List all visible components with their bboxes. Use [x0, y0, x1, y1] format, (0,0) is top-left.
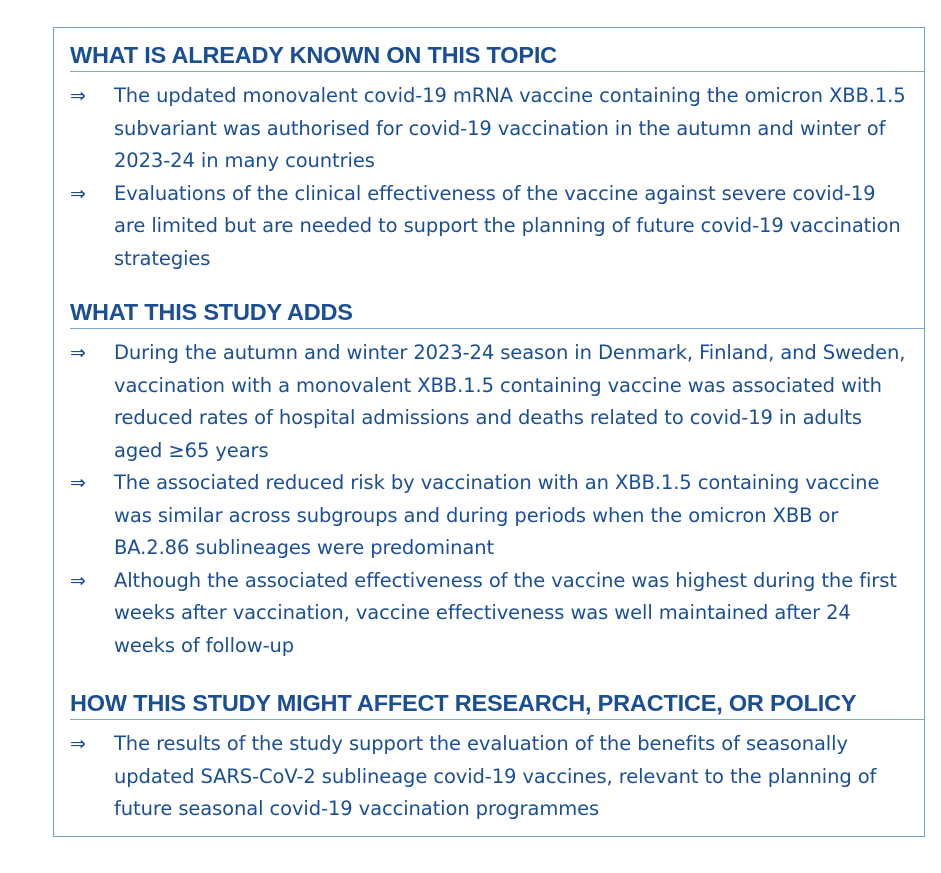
double-arrow-icon: ⇒ [70, 182, 86, 205]
section-heading: WHAT IS ALREADY KNOWN ON THIS TOPIC [70, 42, 557, 68]
heading-rule [70, 71, 924, 72]
bullet-list [70, 80, 924, 275]
list-item-text: Although the associated effectiveness of the vaccine was highest during the first weeks after vaccination, vaccine effectiveness was well maintained after 24 weeks of follow-up [114, 568, 897, 657]
summary-box [53, 27, 925, 837]
list-item-text: The associated reduced risk by vaccination with an XBB.1.5 containing vaccine was similar across subgroups and during periods when the omicron XBB or BA.2.86 sublineages were predominant [114, 471, 880, 559]
list-item-text: The results of the study support the evaluation of the benefits of seasonally updated SARS-CoV-2 sublineage covid-19 vaccines, relevant to the planning of future seasonal covid-19 vaccination programmes [114, 732, 877, 820]
bullet-list [70, 728, 924, 826]
list-item [70, 80, 910, 178]
double-arrow-icon: ⇒ [70, 569, 86, 592]
list-item-text: The updated monovalent covid-19 mRNA vaccine containing the omicron XBB.1.5 subvariant was authorised for covid-19 vaccination in the autumn and winter of 2023-24 in many countries [114, 84, 906, 172]
list-item [70, 178, 910, 276]
double-arrow-icon: ⇒ [70, 342, 86, 364]
heading-rule [70, 328, 924, 329]
heading-rule [70, 719, 924, 720]
bullet-list [70, 337, 924, 662]
list-item [70, 565, 910, 663]
section-study-adds [70, 297, 924, 662]
section-affect-research [70, 688, 924, 826]
section-heading: HOW THIS STUDY MIGHT AFFECT RESEARCH, PRACTICE, OR POLICY [70, 690, 857, 716]
double-arrow-icon: ⇒ [70, 85, 86, 107]
list-item-text: Evaluations of the clinical effectiveness of the vaccine against severe covid-19 are limited but are needed to support the planning of future covid-19 vaccination strategies [114, 181, 901, 270]
section-heading: WHAT THIS STUDY ADDS [70, 299, 353, 325]
list-item-text: During the autumn and winter 2023-24 season in Denmark, Finland, and Sweden, vaccination with a monovalent XBB.1.5 containing vaccine was associated with reduced rates of hospital admissions and deaths related to covid-19 in adults aged ≥65 years [114, 341, 906, 462]
list-item [70, 728, 910, 826]
double-arrow-icon: ⇒ [70, 733, 86, 755]
list-item [70, 467, 910, 565]
section-already-known [70, 40, 924, 275]
list-item [70, 337, 910, 467]
double-arrow-icon: ⇒ [70, 472, 86, 494]
